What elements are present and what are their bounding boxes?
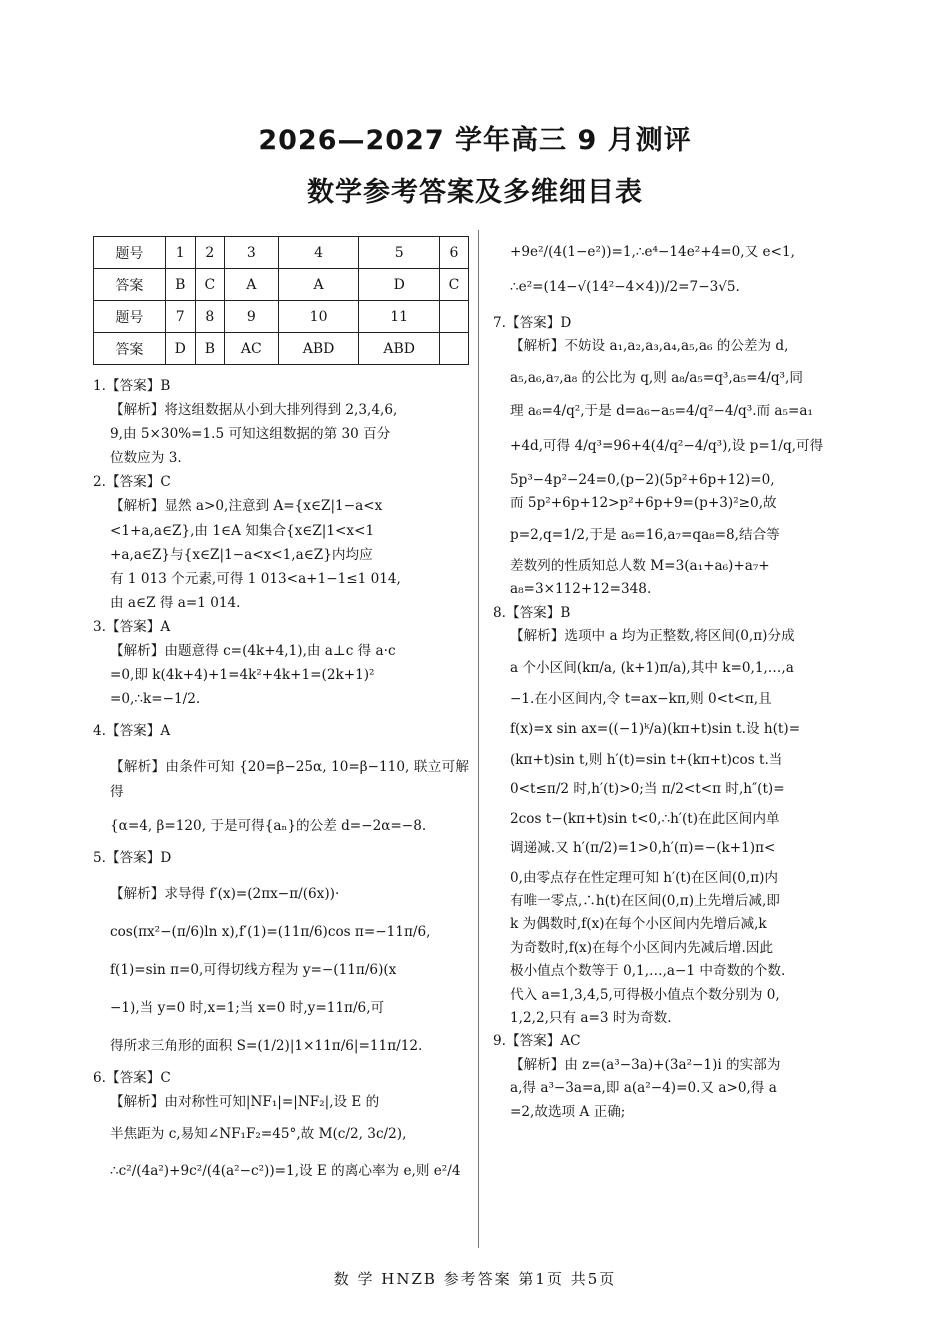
- table-cell: B: [165, 269, 195, 301]
- table-cell: 11: [359, 301, 440, 333]
- table-cell: D: [359, 269, 440, 301]
- table-cell: [439, 333, 468, 365]
- solution-line: 【解析】求导得 f′(x)=(2πx−π/(6x))·: [110, 885, 340, 902]
- answer-line: 5.【答案】D: [93, 849, 172, 866]
- solution-line: 【解析】由 z=(a³−3a)+(3a²−1)i 的实部为: [510, 1056, 781, 1073]
- solution-line: 0,由零点存在性定理可知 h′(t)在区间(0,π)内: [510, 869, 779, 886]
- answer-line: 9.【答案】AC: [493, 1033, 581, 1050]
- table-cell: 8: [195, 301, 224, 333]
- solution-line: cos(πx²−(π/6)ln x),f′(1)=(11π/6)cos π=−11π/6,: [110, 923, 431, 940]
- solution-line: a₈=3×112+12=348.: [510, 581, 652, 598]
- table-cell: 3: [224, 237, 278, 269]
- solution-line: 为奇数时,f(x)在每个小区间内先减后增.因此: [510, 939, 774, 956]
- solution-line: <1+a,a∈Z},由 1∈A 知集合{x∈Z|1<x<1: [110, 522, 375, 539]
- table-row: [94, 269, 469, 301]
- solution-line: 调递减.又 h′(π/2)=1>0,h′(π)=−(k+1)π<: [510, 840, 776, 857]
- answer-line: 4.【答案】A: [93, 723, 171, 740]
- table-cell: AC: [224, 333, 278, 365]
- table-cell: 4: [278, 237, 359, 269]
- answer-table: [93, 236, 469, 365]
- table-cell: D: [165, 333, 195, 365]
- solution-line: a₅,a₆,a₇,a₈ 的公比为 q,则 a₈/a₅=q³,a₅=4/q³,同: [510, 369, 803, 386]
- answer-line: 6.【答案】C: [93, 1070, 171, 1087]
- solution-line: 【解析】由条件可知 {20=β−25α, 10=β−110, 联立可解得: [110, 759, 469, 800]
- answer-line: 8.【答案】B: [493, 604, 571, 621]
- solution-line: 2cos t−(kπ+t)sin t<0,∴h′(t)在此区间内单: [510, 810, 780, 827]
- page-title: 2026—2027 学年高三 9 月测评: [258, 125, 692, 156]
- solution-line: 有唯一零点,∴h(t)在区间(0,π)上先增后减,即: [510, 892, 780, 909]
- solution-line: =0,即 k(4k+4)+1=4k²+4k+1=(2k+1)²: [110, 667, 375, 684]
- solution-line: 【解析】由对称性可知|NF₁|=|NF₂|,设 E 的: [110, 1094, 380, 1111]
- solution-line: 而 5p²+6p+12>p²+6p+9=(p+3)²≥0,故: [510, 495, 777, 512]
- table-row: [94, 237, 469, 269]
- solution-line: k 为偶数时,f(x)在每个小区间内先增后减,k: [510, 916, 767, 933]
- table-cell: 6: [439, 237, 468, 269]
- table-cell: C: [195, 269, 224, 301]
- solution-line: +9e²/(4(1−e²))=1,∴e⁴−14e²+4=0,又 e<1,: [510, 244, 795, 260]
- solution-line: 9,由 5×30%=1.5 可知这组数据的第 30 百分: [110, 426, 391, 443]
- table-row: [94, 333, 469, 365]
- solution-line: 理 a₆=4/q²,于是 d=a₆−a₅=4/q²−4/q³.而 a₅=a₁: [510, 403, 813, 420]
- table-cell: A: [224, 269, 278, 301]
- solution-line: 极小值点个数等于 0,1,…,a−1 中奇数的个数.: [510, 963, 786, 980]
- table-cell: 9: [224, 301, 278, 333]
- answer-line: 7.【答案】D: [493, 314, 572, 331]
- page-footer: 数 学 HNZB 参考答案 第1页 共5页: [333, 1270, 617, 1288]
- answer-line: 2.【答案】C: [93, 474, 171, 491]
- left-column: [93, 374, 469, 1183]
- solution-line: 由 a∈Z 得 a=1 014.: [110, 594, 241, 611]
- solution-line: f(1)=sin π=0,可得切线方程为 y=−(11π/6)(x: [110, 961, 397, 978]
- table-cell: ABD: [359, 333, 440, 365]
- table-cell: ABD: [278, 333, 359, 365]
- solution-line: 【解析】由题意得 c=(4k+4,1),由 a⊥c 得 a·c: [110, 643, 396, 660]
- solution-line: 0<t≤π/2 时,h′(t)>0;当 π/2<t<π 时,h″(t)=: [510, 781, 785, 798]
- table-cell: A: [278, 269, 359, 301]
- solution-line: 差数列的性质知总人数 M=3(a₁+a₆)+a₇+: [510, 558, 770, 575]
- solution-line: 5p³−4p²−24=0,(p−2)(5p²+6p+12)=0,: [510, 471, 775, 488]
- solution-line: {α=4, β=120, 于是可得{aₙ}的公差 d=−2α=−8.: [110, 817, 427, 834]
- page-subtitle: 数学参考答案及多维细目表: [307, 177, 643, 208]
- table-cell: 答案: [94, 269, 166, 301]
- solution-line: ∴e²=(14−√(14²−4×4))/2=7−3√5.: [510, 279, 740, 296]
- answer-line: 1.【答案】B: [93, 378, 171, 394]
- table-cell: 题号: [94, 301, 166, 333]
- solution-line: 【解析】不妨设 a₁,a₂,a₃,a₄,a₅,a₆ 的公差为 d,: [510, 338, 789, 355]
- solution-line: 半焦距为 c,易知∠NF₁F₂=45°,故 M(c/2, 3c/2),: [110, 1126, 407, 1143]
- solution-line: 【解析】将这组数据从小到大排列得到 2,3,4,6,: [110, 402, 398, 419]
- table-cell: 5: [359, 237, 440, 269]
- solution-line: 1,2,2,只有 a=3 时为奇数.: [510, 1009, 672, 1026]
- solution-line: a 个小区间(kπ/a, (k+1)π/a),其中 k=0,1,…,a: [510, 659, 794, 676]
- table-cell: C: [439, 269, 468, 301]
- solution-line: p=2,q=1/2,于是 a₆=16,a₇=qa₈=8,结合等: [510, 526, 780, 543]
- table-row: [94, 301, 469, 333]
- answer-line: 3.【答案】A: [93, 618, 171, 635]
- solution-line: =0,∴k=−1/2.: [110, 691, 201, 708]
- column-divider: [478, 230, 479, 1248]
- table-cell: B: [195, 333, 224, 365]
- solution-line: f(x)=x sin ax=((−1)ᵏ/a)(kπ+t)sin t.设 h(t)=: [510, 720, 801, 737]
- solution-line: 【解析】选项中 a 均为正整数,将区间(0,π)分成: [510, 628, 795, 645]
- solution-line: ∴c²/(4a²)+9c²/(4(a²−c²))=1,设 E 的离心率为 e,则 e²/4: [110, 1162, 461, 1179]
- solution-line: +a,a∈Z}与{x∈Z|1−a<x<1,a∈Z}内均应: [110, 546, 373, 563]
- solution-line: 得所求三角形的面积 S=(1/2)|1×11π/6|=11π/12.: [110, 1038, 423, 1055]
- table-cell: 10: [278, 301, 359, 333]
- solution-line: 代入 a=1,3,4,5,可得极小值点个数分别为 0,: [510, 986, 780, 1003]
- solution-line: =2,故选项 A 正确;: [510, 1103, 626, 1120]
- table-cell: 1: [165, 237, 195, 269]
- solution-line: a,得 a³−3a=a,即 a(a²−4)=0.又 a>0,得 a: [510, 1080, 777, 1097]
- solution-line: −1),当 y=0 时,x=1;当 x=0 时,y=11π/6,可: [110, 1000, 385, 1017]
- solution-line: 有 1 013 个元素,可得 1 013<a+1−1≤1 014,: [110, 570, 401, 587]
- solution-line: −1.在小区间内,令 t=ax−kπ,则 0<t<π,且: [510, 691, 772, 708]
- table-cell: 2: [195, 237, 224, 269]
- right-column: [493, 233, 865, 1124]
- solution-line: (kπ+t)sin t,则 h′(t)=sin t+(kπ+t)cos t.当: [510, 751, 783, 768]
- table-cell: 7: [165, 301, 195, 333]
- table-cell: [439, 301, 468, 333]
- table-cell: 题号: [94, 237, 166, 269]
- table-cell: 答案: [94, 333, 166, 365]
- solution-line: +4d,可得 4/q³=96+4(4/q²−4/q³),设 p=1/q,可得: [510, 438, 824, 455]
- solution-line: 【解析】显然 a>0,注意到 A={x∈Z|1−a<x: [110, 498, 383, 515]
- solution-line: 位数应为 3.: [110, 450, 182, 467]
